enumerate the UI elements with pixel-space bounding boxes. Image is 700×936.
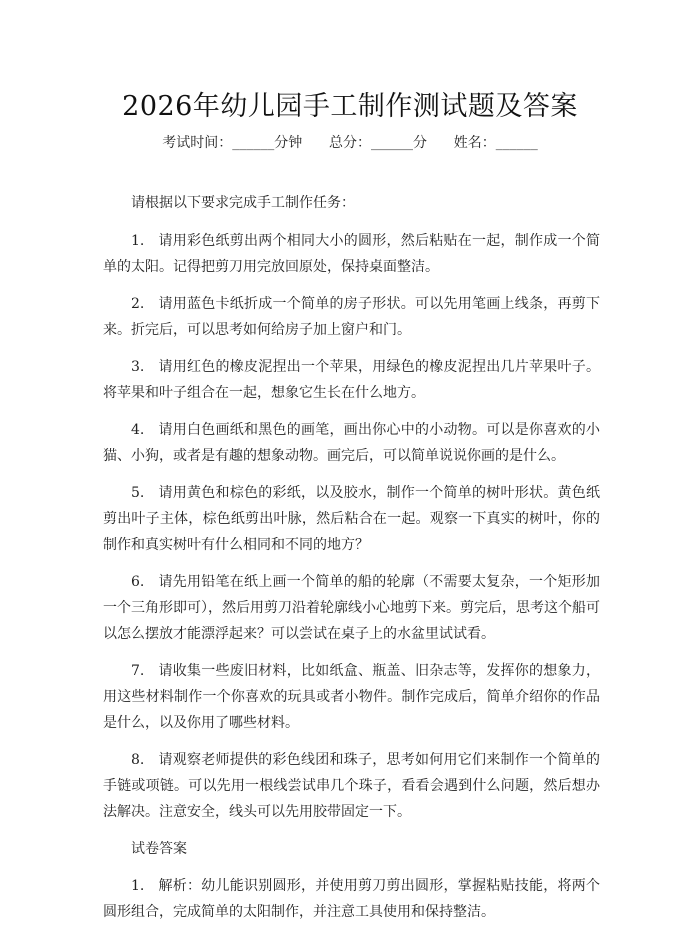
task-item [103, 480, 600, 558]
task-text: 请用彩色纸剪出两个相同大小的圆形，然后粘贴在一起，制作成一个简单的太阳。记得把剪刀用完放回原处，保持桌面整洁。 [103, 233, 600, 275]
task-item [103, 658, 600, 736]
task-item [103, 228, 600, 280]
task-text: 请用白色画纸和黑色的画笔，画出你心中的小动物。可以是你喜欢的小猫、小狗，或者是有趣的想象动物。画完后，可以简单说说你画的是什么。 [103, 422, 600, 464]
document-title: 2026年幼儿园手工制作测试题及答案 [122, 91, 578, 122]
task-number: 2. [131, 296, 145, 312]
task-text: 请用蓝色卡纸折成一个简单的房子形状。可以先用笔画上线条，再剪下来。折完后，可以思考如何给房子加上窗户和门。 [103, 296, 600, 338]
task-item [103, 417, 600, 469]
task-text: 请观察老师提供的彩色线团和珠子，思考如何用它们来制作一个简单的手链或项链。可以先用一根线尝试串几个珠子，看看会遇到什么问题，然后想办法解决。注意安全，线头可以先用胶带固定一下。 [103, 752, 600, 820]
task-number: 7. [131, 663, 145, 679]
task-text: 请用黄色和棕色的彩纸，以及胶水，制作一个简单的树叶形状。黄色纸剪出叶子主体，棕色纸剪出叶脉，然后粘合在一起。观察一下真实的树叶，你的制作和真实树叶有什么相同和不同的地方？ [103, 485, 600, 553]
answer-number: 1. [131, 878, 145, 894]
task-number: 3. [131, 359, 145, 375]
task-number: 5. [131, 485, 145, 501]
document-body [103, 190, 600, 936]
task-item [103, 569, 600, 647]
answer-item [103, 873, 600, 925]
task-item [103, 747, 600, 825]
task-number: 8. [131, 752, 145, 768]
task-text: 请先用铅笔在纸上画一个简单的船的轮廓（不需要太复杂，一个矩形加一个三角形即可），然后用剪刀沿着轮廓线小心地剪下来。剪完后，思考这个船可以怎么摆放才能漂浮起来？可以尝试在桌子上的水盆里试试看。 [103, 574, 600, 642]
answer-text: 解析：幼儿能识别圆形，并使用剪刀剪出圆形，掌握粘贴技能，将两个圆形组合，完成简单的太阳制作，并注意工具使用和保持整洁。 [103, 878, 600, 920]
task-text: 请用红色的橡皮泥捏出一个苹果，用绿色的橡皮泥捏出几片苹果叶子。将苹果和叶子组合在一起，想象它生长在什么地方。 [103, 359, 600, 401]
exam-info-line: 考试时间：______分钟 总分：______分 姓名：______ [162, 135, 538, 151]
task-text: 请收集一些废旧材料，比如纸盒、瓶盖、旧杂志等，发挥你的想象力，用这些材料制作一个你喜欢的玩具或者小物件。制作完成后，简单介绍你的作品是什么，以及你用了哪些材料。 [103, 663, 600, 731]
task-item [103, 354, 600, 406]
answers-heading: 试卷答案 [131, 841, 187, 857]
task-number: 6. [131, 574, 145, 590]
task-number: 1. [131, 233, 145, 249]
task-number: 4. [131, 422, 145, 438]
intro-text: 请根据以下要求完成手工制作任务： [131, 195, 355, 211]
task-item [103, 291, 600, 343]
